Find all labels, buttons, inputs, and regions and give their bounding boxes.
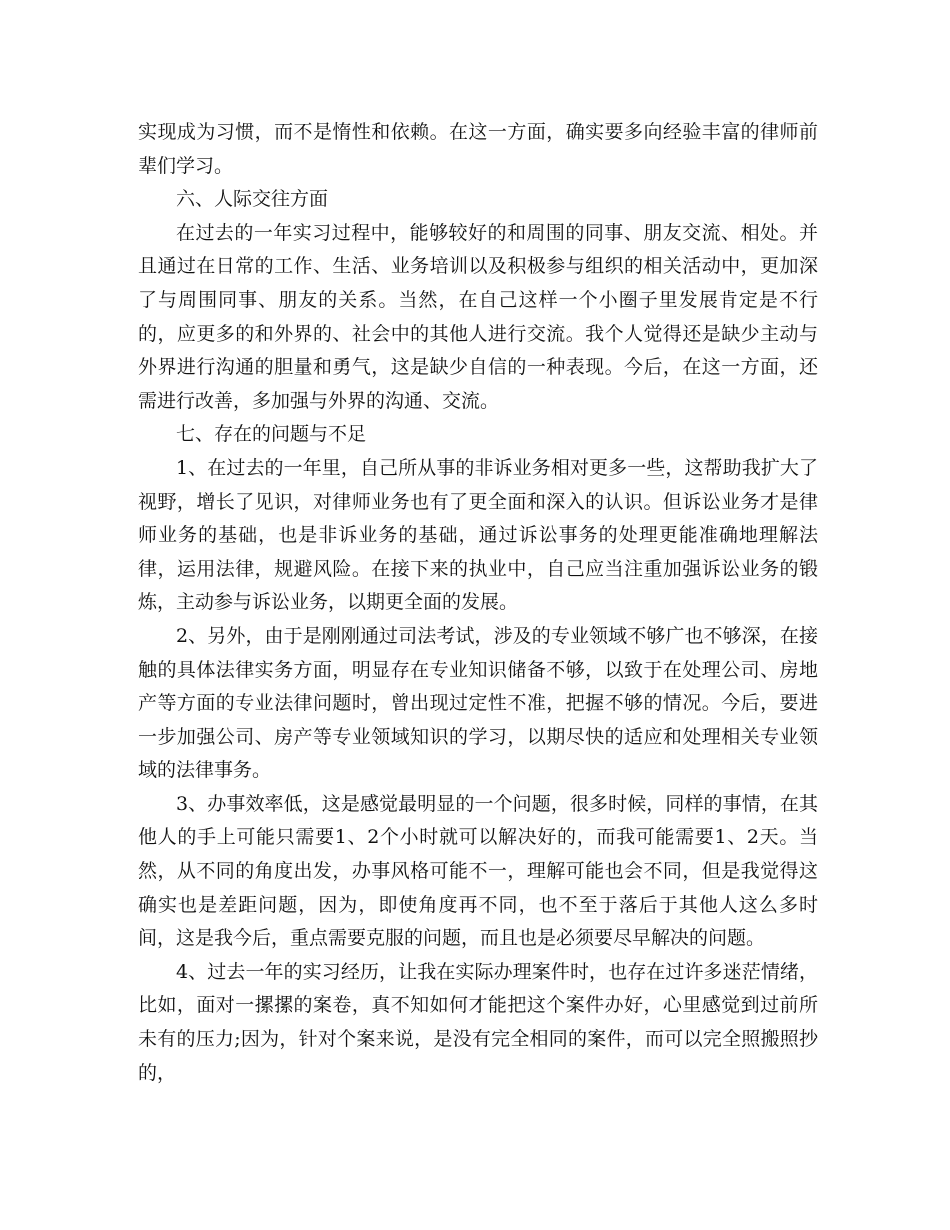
paragraph-problem-1: 1、在过去的一年里，自己所从事的非诉业务相对更多一些，这帮助我扩大了视野，增长了见识，对律师业务也有了更全面和深入的认识。但诉讼业务才是律师业务的基础，也是非诉业务的基础，通过诉讼事务的处理更能准确地理解法律，运用法律，规避风险。在接下来的执业中，自己应当注重加强诉讼业务的锻炼，主动参与诉讼业务，以期更全面的发展。	[138, 456, 818, 614]
paragraph-interpersonal: 在过去的一年实习过程中，能够较好的和周围的同事、朋友交流、相处。并且通过在日常的工作、生活、业务培训以及积极参与组织的相关活动中，更加深了与周围同事、朋友的关系。当然，在自己这样一个小圈子里发展肯定是不行的，应更多的和外界的、社会中的其他人进行交流。我个人觉得还是缺少主动与外界进行沟通的胆量和勇气，这是缺少自信的一种表现。今后，在这一方面，还需进行改善，多加强与外界的沟通、交流。	[138, 221, 818, 412]
paragraph-problem-2: 2、另外，由于是刚刚通过司法考试，涉及的专业领域不够广也不够深，在接触的具体法律实务方面，明显存在专业知识储备不够，以致于在处理公司、房地产等方面的专业法律问题时，曾出现过定性不准，把握不够的情况。今后，要进一步加强公司、房产等专业领域知识的学习，以期尽快的适应和处理相关专业领域的法律事务。	[138, 624, 818, 782]
paragraph-problem-3: 3、办事效率低，这是感觉最明显的一个问题，很多时候，同样的事情，在其他人的手上可能只需要1、2个小时就可以解决好的，而我可能需要1、2天。当然，从不同的角度出发，办事风格可能不一，理解可能也会不同，但是我觉得这确实也是差距问题，因为，即使角度再不同，也不至于落后于其他人这么多时间，这是我今后，重点需要克服的问题，而且也是必须要尽早解决的问题。	[138, 792, 818, 950]
section-heading-interpersonal: 六、人际交往方面	[176, 188, 329, 211]
paragraph-problem-4: 4、过去一年的实习经历，让我在实际办理案件时，也存在过许多迷茫情绪，比如，面对一摞摞的案卷，真不知如何才能把这个案件办好，心里感觉到过前所未有的压力;因为，针对个案来说，是没有完全相同的案件，而可以完全照搬照抄的，	[138, 960, 818, 1084]
section-heading-problems: 七、存在的问题与不足	[176, 423, 367, 446]
document-body	[138, 116, 818, 1090]
paragraph-continuation: 实现成为习惯，而不是惰性和依赖。在这一方面，确实要多向经验丰富的律师前辈们学习。	[138, 121, 818, 177]
